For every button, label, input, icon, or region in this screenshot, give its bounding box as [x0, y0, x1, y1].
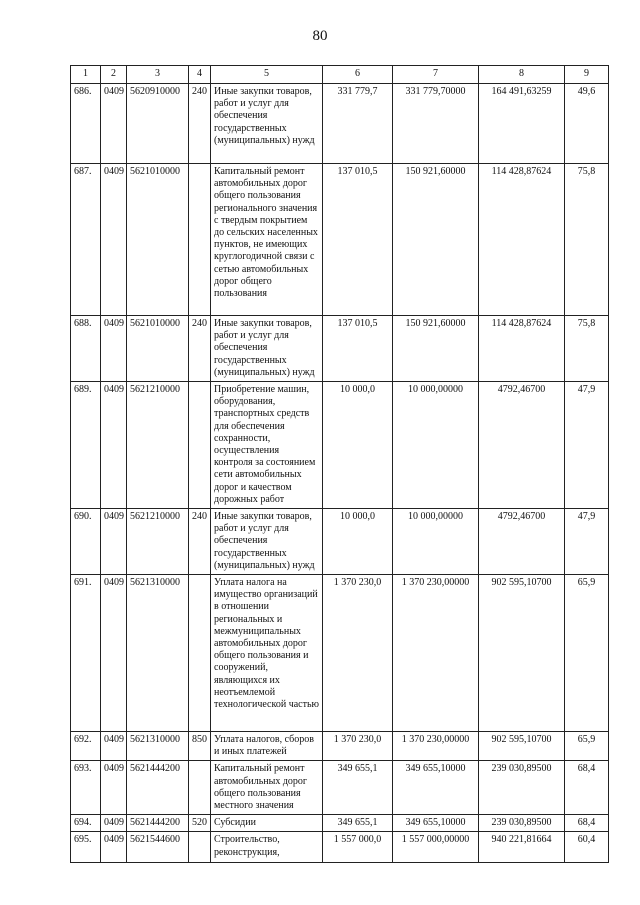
row-number: 691. [71, 575, 101, 732]
execution-percent: 60,4 [565, 832, 609, 863]
target-article-code: 5621210000 [127, 382, 189, 509]
budget-allocation: 1 370 230,00000 [393, 575, 479, 732]
table-row [71, 316, 609, 382]
budget-allocation: 10 000,00000 [393, 509, 479, 575]
section-code: 0409 [101, 815, 127, 832]
item-name: Иные закупки товаров, работ и услуг для обеспечения государственных (муниципальных) нужд [211, 509, 323, 575]
executed-amount: 114 428,87624 [479, 316, 565, 382]
approved-amount: 137 010,5 [323, 164, 393, 316]
table-row [71, 761, 609, 815]
budget-allocation: 1 557 000,00000 [393, 832, 479, 863]
row-number: 693. [71, 761, 101, 815]
budget-allocation: 349 655,10000 [393, 761, 479, 815]
executed-amount: 902 595,10700 [479, 732, 565, 761]
execution-percent: 68,4 [565, 815, 609, 832]
budget-allocation: 1 370 230,00000 [393, 732, 479, 761]
executed-amount: 4792,46700 [479, 509, 565, 575]
column-header: 4 [189, 66, 211, 84]
table-row [71, 575, 609, 732]
table-row [71, 509, 609, 575]
target-article-code: 5620910000 [127, 84, 189, 164]
table-row [71, 164, 609, 316]
item-name: Строительство, реконструкция, [211, 832, 323, 863]
executed-amount: 164 491,63259 [479, 84, 565, 164]
column-header: 9 [565, 66, 609, 84]
approved-amount: 1 370 230,0 [323, 732, 393, 761]
expense-type-code: 240 [189, 509, 211, 575]
expense-type-code: 850 [189, 732, 211, 761]
approved-amount: 349 655,1 [323, 815, 393, 832]
approved-amount: 10 000,0 [323, 382, 393, 509]
table-row [71, 382, 609, 509]
item-name: Субсидии [211, 815, 323, 832]
execution-percent: 65,9 [565, 575, 609, 732]
column-header: 1 [71, 66, 101, 84]
target-article-code: 5621010000 [127, 316, 189, 382]
section-code: 0409 [101, 761, 127, 815]
page-number: 80 [312, 28, 328, 44]
executed-amount: 4792,46700 [479, 382, 565, 509]
budget-allocation: 150 921,60000 [393, 164, 479, 316]
execution-percent: 47,9 [565, 382, 609, 509]
column-header: 2 [101, 66, 127, 84]
item-name: Уплата налогов, сборов и иных платежей [211, 732, 323, 761]
target-article-code: 5621310000 [127, 732, 189, 761]
expense-type-code [189, 761, 211, 815]
approved-amount: 1 557 000,0 [323, 832, 393, 863]
column-header: 7 [393, 66, 479, 84]
expense-type-code: 520 [189, 815, 211, 832]
table-row [71, 732, 609, 761]
budget-allocation: 150 921,60000 [393, 316, 479, 382]
approved-amount: 10 000,0 [323, 509, 393, 575]
expense-type-code [189, 575, 211, 732]
table-row [71, 84, 609, 164]
expense-type-code: 240 [189, 316, 211, 382]
expense-type-code: 240 [189, 84, 211, 164]
item-name: Приобретение машин, оборудования, транспортных средств для обеспечения сохранности, осуществления контроля за состоянием сети автомобильных дорог и качеством дорожных работ [211, 382, 323, 509]
row-number: 692. [71, 732, 101, 761]
section-code: 0409 [101, 84, 127, 164]
approved-amount: 331 779,7 [323, 84, 393, 164]
budget-allocation: 349 655,10000 [393, 815, 479, 832]
section-code: 0409 [101, 316, 127, 382]
table-row [71, 815, 609, 832]
execution-percent: 49,6 [565, 84, 609, 164]
section-code: 0409 [101, 832, 127, 863]
column-header: 8 [479, 66, 565, 84]
table-body [71, 84, 609, 863]
item-name: Капитальный ремонт автомобильных дорог общего пользования регионального значения с твердым покрытием до сельских населенных пунктов, не имеющих круглогодичной связи с сетью автомобильных дорог общего пользования [211, 164, 323, 316]
executed-amount: 239 030,89500 [479, 815, 565, 832]
execution-percent: 65,9 [565, 732, 609, 761]
section-code: 0409 [101, 509, 127, 575]
row-number: 694. [71, 815, 101, 832]
executed-amount: 239 030,89500 [479, 761, 565, 815]
row-number: 686. [71, 84, 101, 164]
target-article-code: 5621310000 [127, 575, 189, 732]
execution-percent: 68,4 [565, 761, 609, 815]
item-name: Капитальный ремонт автомобильных дорог общего пользования местного значения [211, 761, 323, 815]
column-header: 5 [211, 66, 323, 84]
approved-amount: 137 010,5 [323, 316, 393, 382]
execution-percent: 75,8 [565, 316, 609, 382]
item-name: Иные закупки товаров, работ и услуг для обеспечения государственных (муниципальных) нужд [211, 84, 323, 164]
budget-allocation: 331 779,70000 [393, 84, 479, 164]
budget-allocation: 10 000,00000 [393, 382, 479, 509]
row-number: 688. [71, 316, 101, 382]
execution-percent: 47,9 [565, 509, 609, 575]
target-article-code: 5621444200 [127, 815, 189, 832]
target-article-code: 5621544600 [127, 832, 189, 863]
target-article-code: 5621210000 [127, 509, 189, 575]
row-number: 689. [71, 382, 101, 509]
section-code: 0409 [101, 382, 127, 509]
row-number: 690. [71, 509, 101, 575]
approved-amount: 349 655,1 [323, 761, 393, 815]
executed-amount: 902 595,10700 [479, 575, 565, 732]
item-name: Иные закупки товаров, работ и услуг для обеспечения государственных (муниципальных) нужд [211, 316, 323, 382]
budget-table [70, 65, 609, 863]
section-code: 0409 [101, 575, 127, 732]
approved-amount: 1 370 230,0 [323, 575, 393, 732]
column-header: 6 [323, 66, 393, 84]
expense-type-code [189, 832, 211, 863]
table-header-row [71, 66, 609, 84]
expense-type-code [189, 382, 211, 509]
table-row [71, 832, 609, 863]
column-header: 3 [127, 66, 189, 84]
section-code: 0409 [101, 164, 127, 316]
target-article-code: 5621010000 [127, 164, 189, 316]
executed-amount: 940 221,81664 [479, 832, 565, 863]
row-number: 687. [71, 164, 101, 316]
expense-type-code [189, 164, 211, 316]
section-code: 0409 [101, 732, 127, 761]
executed-amount: 114 428,87624 [479, 164, 565, 316]
execution-percent: 75,8 [565, 164, 609, 316]
target-article-code: 5621444200 [127, 761, 189, 815]
item-name: Уплата налога на имущество организаций в отношении региональных и межмуниципальных автомобильных дорог общего пользования и сооружений, являющихся их неотъемлемой технологической частью [211, 575, 323, 732]
row-number: 695. [71, 832, 101, 863]
